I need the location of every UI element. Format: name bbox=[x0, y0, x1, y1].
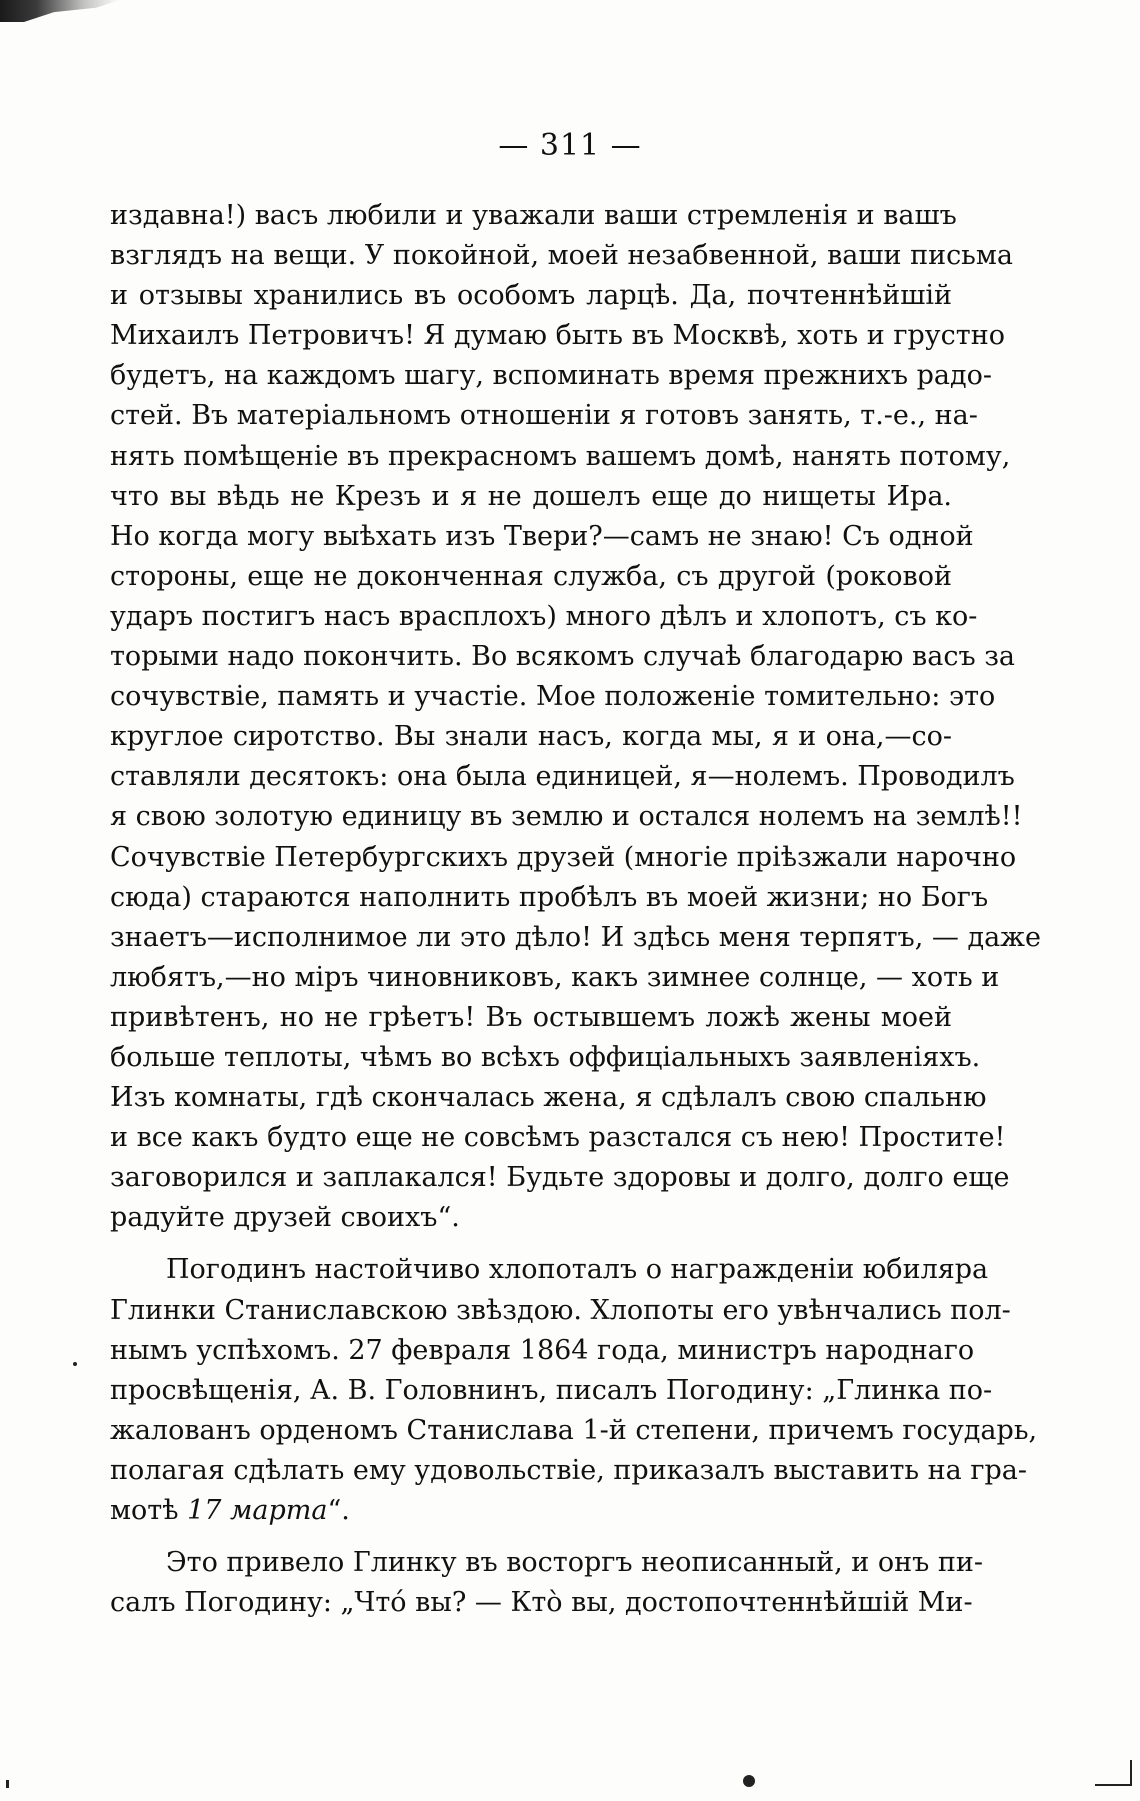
text-line: Изъ комнаты, гдѣ скончалась жена, я сдѣлалъ свою спальню bbox=[110, 1082, 987, 1114]
text-line: Это привело Глинку въ восторгъ неописанный, и онъ пи- bbox=[166, 1547, 983, 1579]
text-line: круглое сиротство. Вы знали насъ, когда мы, я и она,—со- bbox=[110, 721, 952, 753]
text-line: Погодинъ настойчиво хлопоталъ о награжденіи юбиляра bbox=[166, 1254, 989, 1286]
text-line: стороны, еще не доконченная служба, съ другой (роковой bbox=[110, 560, 952, 592]
paragraph-gap bbox=[110, 1238, 952, 1250]
text-line: сюда) стараются наполнить пробѣлъ въ моей жизни; но Богъ bbox=[110, 881, 989, 913]
text-line: Глинки Станиславскою звѣздою. Хлопоты его увѣнчались пол- bbox=[110, 1294, 1011, 1326]
paragraph-gap bbox=[110, 1531, 952, 1543]
text-line: ставляли десятокъ: она была единицей, я—нолемъ. Проводилъ bbox=[110, 761, 1015, 793]
text-line: Сочувствіе Петербургскихъ друзей (многіе пріѣзжали нарочно bbox=[110, 841, 1017, 873]
text-fragment: “. bbox=[327, 1495, 350, 1526]
text-line: взглядъ на вещи. У покойной, моей незабвенной, ваши письма bbox=[110, 240, 1013, 272]
text-line: сочувствіе, память и участіе. Мое положеніе томительно: это bbox=[110, 681, 996, 713]
text-line: будетъ, на каждомъ шагу, вспоминать время прежнихъ радо- bbox=[110, 360, 992, 392]
scan-artifact-line bbox=[1130, 1760, 1132, 1786]
scan-artifact-mark bbox=[6, 1780, 9, 1788]
scan-artifact-corner bbox=[0, 0, 120, 22]
scan-artifact-dot bbox=[73, 1362, 77, 1366]
text-line: и все какъ будто еще не совсѣмъ разстался съ нею! Простите! bbox=[110, 1122, 1006, 1154]
text-line: торыми надо покончить. Во всякомъ случаѣ благодарю васъ за bbox=[110, 641, 1016, 673]
text-line: нять помѣщеніе въ прекрасномъ вашемъ домѣ, нанять потому, bbox=[110, 440, 1011, 472]
text-line: Михаилъ Петровичъ! Я думаю быть въ Москвѣ, хоть и грустно bbox=[110, 320, 1005, 352]
text-line: знаетъ—исполнимое ли это дѣло! И здѣсь меня терпятъ, — даже bbox=[110, 921, 1041, 953]
scan-artifact-line bbox=[1095, 1784, 1131, 1786]
text-line: привѣтенъ, но не грѣетъ! Въ остывшемъ ложѣ жены моей bbox=[110, 1001, 952, 1033]
text-line: любятъ,—но міръ чиновниковъ, какъ зимнее солнце, — хоть и bbox=[110, 961, 1000, 993]
text-line: жалованъ орденомъ Станислава 1-й степени, причемъ государь, bbox=[110, 1414, 1038, 1446]
text-line: радуйте друзей своихъ“. bbox=[110, 1202, 460, 1234]
body-text bbox=[110, 196, 1041, 1623]
paragraph-letter-continuation bbox=[110, 196, 1041, 1238]
text-line: что вы вѣдь не Крезъ и я не дошелъ еще до нищеты Ира. bbox=[110, 480, 952, 512]
text-line: просвѣщенія, А. В. Головнинъ, писалъ Погодину: „Глинка по- bbox=[110, 1374, 993, 1406]
text-line: я свою золотую единицу въ землю и остался нолемъ на землѣ!! bbox=[110, 801, 1023, 833]
text-line: нымъ успѣхомъ. 27 февраля 1864 года, министръ народнаго bbox=[110, 1334, 975, 1366]
paragraph-glinka-reply bbox=[110, 1543, 983, 1623]
page-number: — 311 — bbox=[498, 128, 642, 163]
text-fragment: мотѣ bbox=[110, 1495, 188, 1526]
text-line: салъ Погодину: „Чтó вы? — Ктò вы, достопочтеннѣйшій Ми- bbox=[110, 1587, 973, 1619]
text-line: Но когда могу выѣхать изъ Твери?—самъ не знаю! Съ одной bbox=[110, 520, 974, 552]
italic-date: 17 марта bbox=[187, 1495, 328, 1526]
text-line: заговорился и заплакался! Будьте здоровы и долго, долго еще bbox=[110, 1162, 1010, 1194]
text-line bbox=[110, 1491, 952, 1531]
text-line: больше теплоты, чѣмъ во всѣхъ оффиціальныхъ заявленіяхъ. bbox=[110, 1041, 981, 1073]
text-line: и отзывы хранились въ особомъ ларцѣ. Да, почтеннѣйшій bbox=[110, 280, 952, 312]
text-line: издавна!) васъ любили и уважали ваши стремленія и вашъ bbox=[110, 200, 957, 231]
paragraph-pogodin bbox=[110, 1250, 1038, 1531]
text-line: стей. Въ матеріальномъ отношеніи я готовъ занять, т.-е., на- bbox=[110, 400, 978, 432]
text-line: ударъ постигъ насъ врасплохъ) много дѣлъ и хлопотъ, съ ко- bbox=[110, 600, 978, 632]
scan-artifact-dot bbox=[743, 1775, 755, 1787]
text-line: полагая сдѣлать ему удовольствіе, приказалъ выставить на гра- bbox=[110, 1454, 1027, 1486]
